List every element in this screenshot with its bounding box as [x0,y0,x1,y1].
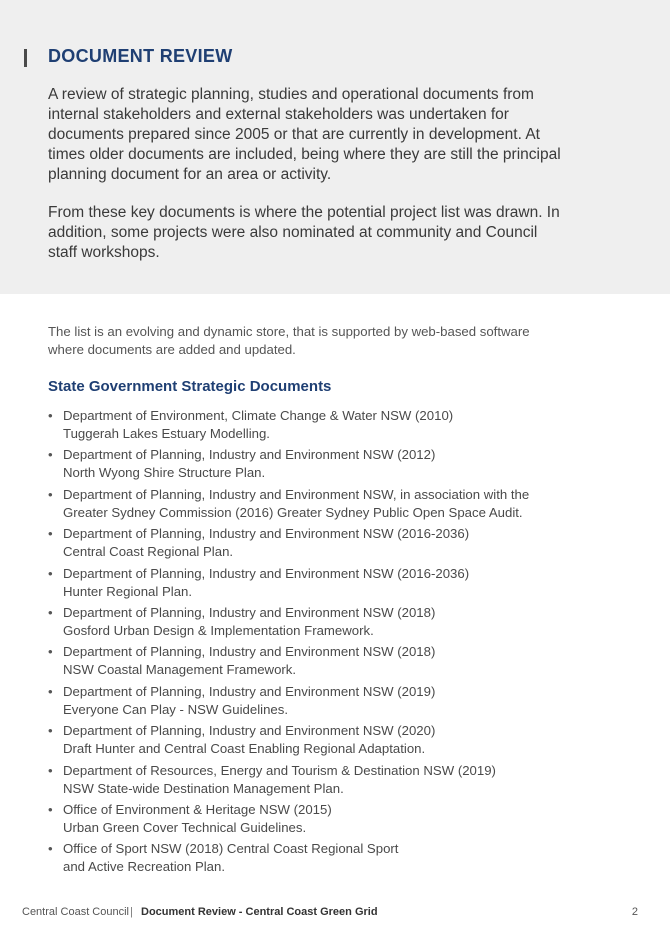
intro-paragraph-2: From these key documents is where the potential project list was drawn. In addition, some projects were also nominated at community and Council staff workshops. [48,204,560,261]
document-title: Everyone Can Play - NSW Guidelines. [63,701,289,717]
list-item [48,801,568,837]
bullet-icon: • [48,762,53,778]
document-author: Department of Resources, Energy and Tourism & Destination NSW (2019) [63,762,496,778]
list-item [48,722,568,758]
document-author: Office of Environment & Heritage NSW (2015) [63,801,332,817]
document-author: Department of Planning, Industry and Environment NSW (2019) [63,683,436,699]
document-author: Department of Planning, Industry and Environment NSW (2016-2036) [63,526,470,542]
document-title: NSW State-wide Destination Management Plan. [63,780,344,796]
list-note: The list is an evolving and dynamic store, that is supported by web-based software where documents are added and updated. [48,324,530,357]
bullet-icon: • [48,841,53,857]
heading-accent-bar [24,49,27,67]
page-number: 2 [631,906,638,918]
section-subtitle: State Government Strategic Documents [48,378,332,395]
footer-document-name: Document Review - Central Coast Green Grid [141,906,378,918]
document-title: North Wyong Shire Structure Plan. [63,465,266,481]
document-author: Department of Planning, Industry and Environment NSW (2018) [63,644,436,660]
document-author: Department of Planning, Industry and Environment NSW, in association with the [63,486,530,502]
intro-paragraph-1: A review of strategic planning, studies and operational documents from internal stakeholders and external stakeholders was undertaken for documents prepared since 2005 or that are currently in development. At times older documents are included, being where they are still the principal planning document for an area or activity. [48,86,561,183]
footer-organisation: Central Coast Council [22,906,129,918]
bullet-icon: • [48,486,53,502]
document-author: Department of Planning, Industry and Environment NSW (2020) [63,723,436,739]
list-item [48,486,568,522]
bullet-icon: • [48,801,53,817]
footer-separator: | [130,906,133,918]
document-author: Department of Planning, Industry and Environment NSW (2012) [63,447,436,463]
document-list [48,407,568,880]
bullet-icon: • [48,565,53,581]
document-author: Department of Environment, Climate Change & Water NSW (2010) [63,408,454,423]
bullet-icon: • [48,408,53,423]
list-item [48,683,568,719]
document-title: Tuggerah Lakes Estuary Modelling. [63,426,270,441]
bullet-icon: • [48,683,53,699]
bullet-icon: • [48,604,53,620]
bullet-icon: • [48,723,53,739]
page-footer [22,905,638,921]
list-item [48,565,568,601]
document-title: Greater Sydney Commission (2016) Greater Sydney Public Open Space Audit. [63,504,523,520]
document-title: Draft Hunter and Central Coast Enabling Regional Adaptation. [63,741,426,757]
document-title: and Active Recreation Plan. [63,859,226,875]
list-item [48,643,568,679]
document-author: Office of Sport NSW (2018) Central Coast Regional Sport [63,841,399,857]
page-title: DOCUMENT REVIEW [48,46,233,66]
document-title: Urban Green Cover Technical Guidelines. [63,819,307,835]
bullet-icon: • [48,447,53,463]
document-author: Department of Planning, Industry and Environment NSW (2016-2036) [63,565,470,581]
bullet-icon: • [48,526,53,542]
list-item [48,525,568,561]
document-title: Hunter Regional Plan. [63,583,193,599]
document-author: Department of Planning, Industry and Environment NSW (2018) [63,604,436,620]
document-title: NSW Coastal Management Framework. [63,662,297,678]
list-item [48,407,568,443]
list-item [48,762,568,798]
bullet-icon: • [48,644,53,660]
list-item [48,840,568,876]
list-item [48,446,568,482]
document-title: Gosford Urban Design & Implementation Framework. [63,622,374,638]
list-item [48,604,568,640]
document-title: Central Coast Regional Plan. [63,544,234,560]
